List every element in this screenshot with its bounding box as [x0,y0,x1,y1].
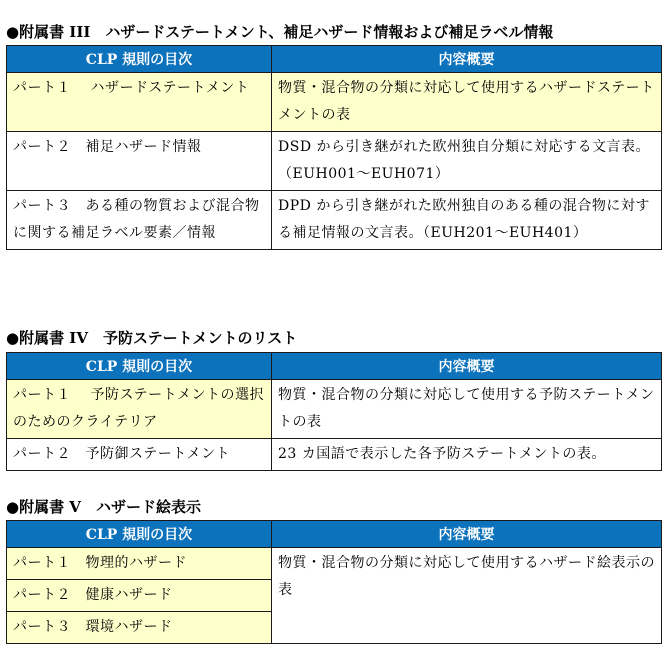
annex5-col2-header: 内容概要 [272,521,662,548]
annex5-title: ●附属書 V ハザード絵表示 [6,498,201,516]
annex3-header-row [7,46,662,73]
annex5-summary: 物質・混合物の分類に対応して使用するハザード絵表示の表 [272,548,662,644]
annex5-col1-header: CLP 規則の目次 [7,521,272,548]
annex3-title: ●附属書 III ハザードステートメント、補足ハザード情報および補足ラベル情報 [6,23,554,41]
annex3-col2-header: 内容概要 [272,46,662,73]
annex4-row2-part: パート２ 予防御ステートメント [7,439,272,471]
annex3-row3-part: パート３ ある種の物質および混合物に関する補足ラベル要素／情報 [7,191,272,250]
annex3-col1-header: CLP 規則の目次 [7,46,272,73]
annex4-col2-header: 内容概要 [272,353,662,380]
annex5-row1-part: パート１ 物理的ハザード [7,548,272,580]
annex4-col1-header: CLP 規則の目次 [7,353,272,380]
table-row [7,380,662,439]
annex5-row2-part: パート２ 健康ハザード [7,580,272,612]
annex5-header-row [7,521,662,548]
annex4-header-row [7,353,662,380]
annex3-row1-part: パート１ ハザードステートメント [7,73,272,132]
annex4-row1-part: パート１ 予防ステートメントの選択のためのクライテリア [7,380,272,439]
annex5-table [6,520,662,644]
table-row [7,191,662,250]
annex4-row2-summary: 23 カ国語で表示した各予防ステートメントの表。 [272,439,662,471]
table-row [7,548,662,580]
annex5-row3-part: パート３ 環境ハザード [7,612,272,644]
table-row [7,73,662,132]
annex3-table [6,45,662,250]
annex3-row2-part: パート２ 補足ハザード情報 [7,132,272,191]
annex4-row1-summary: 物質・混合物の分類に対応して使用する予防ステートメントの表 [272,380,662,439]
table-row [7,439,662,471]
annex4-table [6,352,662,471]
annex3-row3-summary: DPD から引き継がれた欧州独自のある種の混合物に対する補足情報の文言表。（EUH201～EUH401） [272,191,662,250]
table-row [7,132,662,191]
annex3-row2-summary: DSD から引き継がれた欧州独自分類に対応する文言表。（EUH001～EUH071） [272,132,662,191]
annex4-title: ●附属書 IV 予防ステートメントのリスト [6,329,298,347]
annex3-row1-summary: 物質・混合物の分類に対応して使用するハザードステートメントの表 [272,73,662,132]
